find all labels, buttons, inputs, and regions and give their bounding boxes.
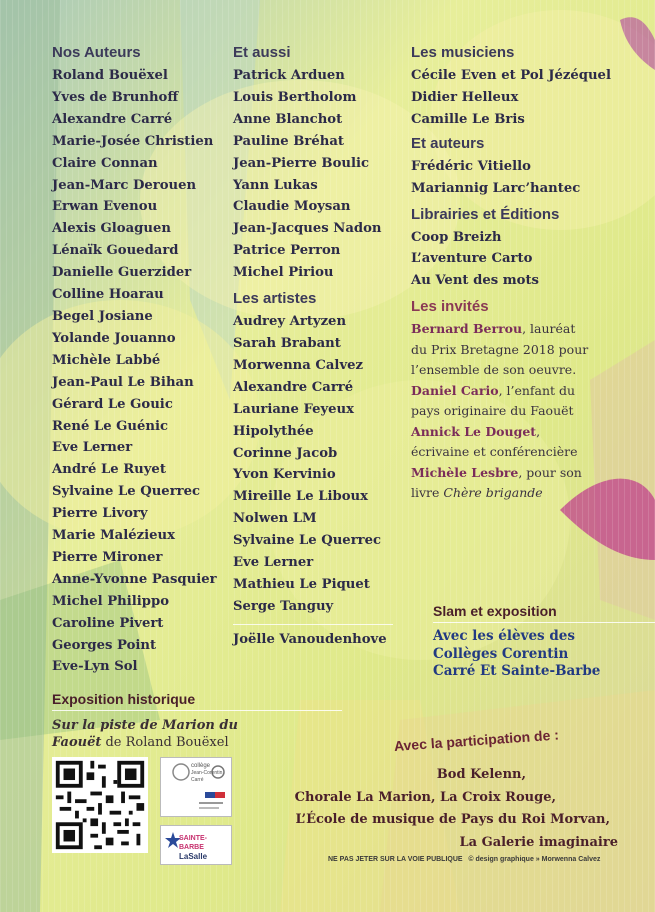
auteur-name: Alexis Gloaguen — [52, 221, 171, 237]
auteur-name: Marie-Josée Christien — [52, 133, 214, 149]
participant: La Galerie imaginaire — [459, 834, 618, 850]
invite-text: pays originaire du Faouët — [411, 403, 574, 419]
auteur-name: Pierre Livory — [52, 506, 148, 522]
auteur-name: Jean-Paul Le Bihan — [52, 374, 194, 390]
auteur-name: Claire Connan — [52, 155, 158, 171]
auteurs-heading: Nos Auteurs — [52, 44, 141, 61]
auteurs-column — [52, 44, 217, 678]
invite-entry: Bernard Berrou, lauréat — [411, 321, 576, 337]
aussi-name: Yann Lukas — [233, 177, 318, 193]
artistes-heading: Les artistes — [233, 290, 317, 308]
auteur-name: Yves de Brunhoff — [52, 89, 179, 105]
invite-text: écrivaine et conférencière — [411, 444, 578, 460]
librairie-name: L’aventure Carto — [411, 251, 533, 267]
artiste-name: Sarah Brabant — [233, 335, 341, 351]
invite-name: Bernard Berrou — [411, 321, 523, 337]
artiste-name: Serge Tanguy — [233, 598, 334, 614]
auteur-name: Anne-Yvonne Pasquier — [52, 571, 217, 587]
artiste-name: Joëlle Vanoudenhove — [233, 631, 387, 647]
invite-text: du Prix Bretagne 2018 pour — [411, 341, 589, 357]
librairies-heading: Librairies et Éditions — [411, 205, 560, 223]
invite-name: Michèle Lesbre — [411, 464, 519, 480]
auteur-name: Eve-Lyn Sol — [52, 659, 138, 675]
librairie-name: Au Vent des mots — [411, 273, 539, 289]
artiste-name: Nolwen LM — [233, 511, 317, 527]
participation-block — [250, 726, 620, 854]
musiciens-heading: Les musiciens — [411, 44, 515, 61]
slam-block — [433, 603, 655, 681]
aussi-name: Anne Blanchot — [233, 111, 343, 127]
auteur-name: Alexandre Carré — [52, 111, 173, 127]
musicien-name: Didier Helleux — [411, 89, 519, 105]
auteur-name: Michèle Labbé — [52, 352, 161, 368]
auteur-name: René Le Guénic — [52, 418, 169, 434]
auteur-name: André Le Ruyet — [52, 462, 166, 478]
auteur-name: Gérard Le Gouic — [52, 396, 173, 412]
footer-credit: NE PAS JETER SUR LA VOIE PUBLIQUE © design graphique » Morwenna Calvez — [328, 856, 601, 863]
slam-line: Collèges Corentin — [433, 645, 569, 662]
book-title: Chère brigande — [443, 485, 543, 501]
auteur-name: Caroline Pivert — [52, 615, 164, 631]
auteur-name: Colline Hoarau — [52, 287, 164, 303]
artiste-name: Corinne Jacob — [233, 445, 338, 461]
artiste-name: Morwenna Calvez — [233, 357, 363, 373]
auteur-name: Pierre Mironer — [52, 549, 163, 565]
artiste-name: Hipolythée — [233, 423, 314, 439]
aussi-name: Claudie Moysan — [233, 199, 351, 215]
aussi-name: Patrick Arduen — [233, 68, 345, 83]
auteur-name: Jean-Marc Derouen — [52, 177, 197, 193]
aussi-name: Patrice Perron — [233, 243, 341, 259]
invite-text: livre Chère brigande — [411, 485, 543, 501]
participant: L’École de musique de Pays du Roi Morvan, — [295, 812, 610, 827]
auteur-name: Georges Point — [52, 637, 157, 653]
artiste-name: Mireille Le Liboux — [233, 489, 368, 505]
auteur-name: Begel Josiane — [52, 308, 153, 324]
slam-heading: Slam et exposition — [433, 603, 655, 623]
et-auteurs-heading: Et auteurs — [411, 134, 485, 152]
slam-line: Carré Et Sainte-Barbe — [433, 663, 601, 679]
expo-heading: Exposition historique — [52, 691, 342, 711]
artiste-name: Yvon Kervinio — [233, 467, 336, 483]
auteur-name: Sylvaine Le Querrec — [52, 484, 201, 500]
aussi-column — [233, 44, 393, 651]
aussi-name: Pauline Bréhat — [233, 133, 344, 149]
invite-entry: Michèle Lesbre, pour son — [411, 464, 582, 480]
participant: Bod Kelenn, — [436, 767, 526, 782]
aussi-name: Jean-Jacques Nadon — [233, 221, 382, 237]
college-logo: collège Jean-Corentin Carré — [160, 757, 232, 817]
auteur-name: Erwan Evenou — [52, 199, 158, 215]
invite-name: Daniel Cario — [411, 382, 499, 398]
artiste-name: Sylvaine Le Querrec — [233, 533, 382, 549]
artiste-name: Eve Lerner — [233, 555, 314, 571]
invite-text: l’ensemble de son oeuvre. — [411, 362, 577, 378]
musicien-name: Camille Le Bris — [411, 111, 525, 127]
auteur-name: Roland Bouëxel — [52, 68, 168, 83]
auteur-name: Eve Lerner — [52, 440, 133, 456]
invite-entry: Daniel Cario, l’enfant du — [411, 382, 576, 398]
librairie-name: Coop Breizh — [411, 229, 502, 245]
musiciens-column — [411, 44, 611, 504]
participant: Chorale La Marion, La Croix Rouge, — [294, 789, 556, 805]
auteur-name: Danielle Guerzider — [52, 265, 192, 281]
slam-line: Avec les élèves des — [433, 628, 575, 644]
expo-title: Sur la piste de Marion du Faouët de Roland Bouëxel — [52, 718, 238, 750]
auteur-name: Lénaïk Gouedard — [52, 243, 179, 259]
aussi-name: Louis Bertholom — [233, 89, 357, 105]
et-auteur-name: Mariannig Larc’hantec — [411, 180, 581, 196]
artiste-name: Mathieu Le Piquet — [233, 576, 370, 592]
invite-entry: Annick Le Douget, — [411, 423, 541, 439]
invite-name: Annick Le Douget — [411, 423, 537, 439]
aussi-name: Jean-Pierre Boulic — [233, 155, 370, 171]
artiste-name: Audrey Artyzen — [233, 314, 347, 330]
aussi-heading: Et aussi — [233, 44, 291, 61]
artiste-name: Lauriane Feyeux — [233, 401, 355, 417]
aussi-name: Michel Piriou — [233, 265, 334, 281]
invites-heading: Les invités — [411, 298, 489, 316]
artiste-name: Alexandre Carré — [233, 379, 354, 395]
auteur-name: Marie Malézieux — [52, 528, 175, 544]
participation-heading: Avec la participation de : — [393, 726, 560, 754]
sainte-barbe-logo: SAINTE-BARBE LaSalle — [160, 825, 232, 865]
auteur-name: Yolande Jouanno — [52, 330, 176, 346]
qr-code[interactable] — [52, 757, 148, 853]
musicien-name: Cécile Even et Pol Jézéquel — [411, 68, 611, 83]
et-auteur-name: Frédéric Vitiello — [411, 158, 531, 174]
auteur-name: Michel Philippo — [52, 593, 169, 609]
